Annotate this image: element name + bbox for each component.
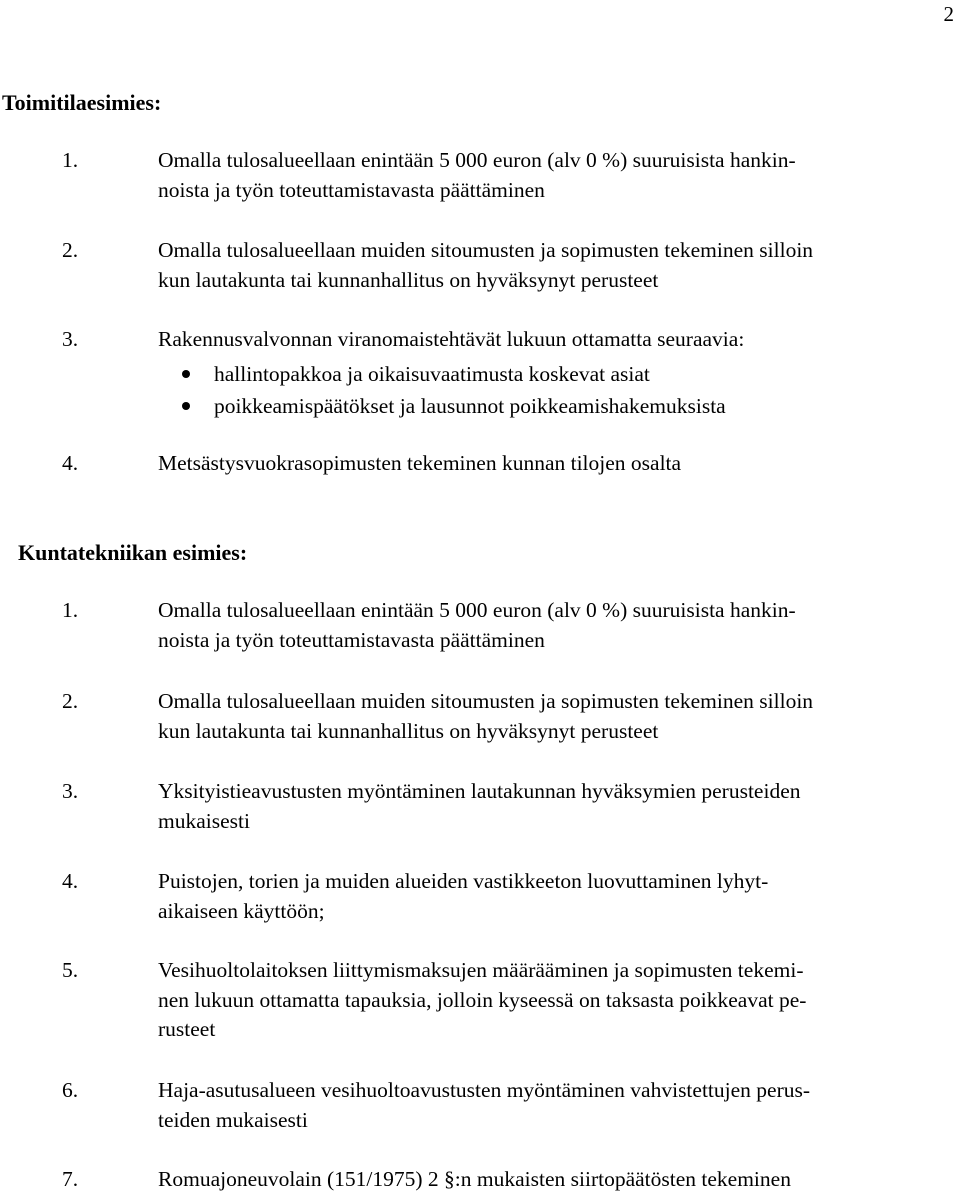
item-text [158, 449, 942, 479]
bullet-text: poikkeamispäätökset ja lausunnot poikkeamishakemuksista [214, 393, 726, 418]
item-text-line: teiden mukaisesti [158, 1107, 308, 1132]
item-text-line: kun lautakunta tai kunnanhallitus on hyväksynyt perusteet [158, 718, 659, 743]
item-text-line: noista ja työn toteuttamistavasta päättäminen [158, 177, 545, 202]
item-text-line: Yksityistieavustusten myöntäminen lautakunnan hyväksymien perusteiden [158, 779, 801, 803]
item-text-line: nen lukuun ottamatta tapauksia, jolloin kyseessä on taksasta poikkeavat pe- [158, 987, 807, 1012]
list-item [62, 1165, 942, 1195]
item-text [158, 1076, 942, 1135]
bullet-dot-icon [182, 402, 190, 410]
bullet-dot-icon [182, 370, 190, 378]
section-title-kuntatekniikan-esimies: Kuntatekniikan esimies: [18, 540, 248, 565]
item-text-line: rusteet [158, 1017, 216, 1041]
bullet-list [158, 358, 942, 422]
list-item [62, 956, 942, 1045]
item-text-line: Omalla tulosalueellaan muiden sitoumusten ja sopimusten tekeminen silloin [158, 689, 814, 713]
list-item [62, 867, 942, 926]
list-item [62, 236, 942, 295]
item-number: 1. [62, 148, 79, 172]
list-item [62, 1076, 942, 1135]
item-text-line: Omalla tulosalueellaan muiden sitoumusten ja sopimusten tekeminen silloin [158, 238, 814, 262]
item-text [158, 325, 942, 422]
item-text-line: Omalla tulosalueellaan enintään 5 000 euron (alv 0 %) suuruisista hankin- [158, 148, 796, 172]
list-item [62, 325, 942, 422]
item-text-line: mukaisesti [158, 808, 250, 833]
bullet-item [158, 390, 942, 422]
list-item [62, 146, 942, 205]
item-text-line: Puistojen, torien ja muiden alueiden vastikkeeton luovuttaminen lyhyt- [158, 869, 769, 893]
list-item [62, 687, 942, 746]
item-number: 5. [62, 958, 79, 982]
page-number: 2 [943, 2, 954, 26]
item-number: 4. [62, 869, 79, 893]
item-number: 3. [62, 327, 79, 351]
item-text-line: Romuajoneuvolain (151/1975) 2 §:n mukaisten siirtopäätösten tekeminen [158, 1167, 791, 1191]
item-number: 2. [62, 238, 79, 262]
list-item [62, 596, 942, 655]
item-text [158, 1165, 942, 1195]
item-number: 2. [62, 689, 79, 713]
item-text-line: Vesihuoltolaitoksen liittymismaksujen määrääminen ja sopimusten tekemi- [158, 958, 804, 982]
section-title-toimitilaesimies: Toimitilaesimies: [2, 90, 162, 115]
item-text-line: noista ja työn toteuttamistavasta päättäminen [158, 627, 545, 652]
item-text [158, 146, 942, 205]
item-number: 3. [62, 779, 79, 803]
item-text [158, 777, 942, 836]
item-number: 7. [62, 1167, 79, 1191]
bullet-text: hallintopakkoa ja oikaisuvaatimusta koskevat asiat [214, 361, 650, 386]
item-number: 4. [62, 451, 79, 475]
item-text-line: aikaiseen käyttöön; [158, 898, 325, 923]
item-text [158, 596, 942, 655]
item-number: 6. [62, 1078, 79, 1102]
item-text [158, 867, 942, 926]
item-number: 1. [62, 598, 79, 622]
item-text-line: Metsästysvuokrasopimusten tekeminen kunnan tilojen osalta [158, 451, 682, 475]
list-item [62, 777, 942, 836]
item-text-line: Rakennusvalvonnan viranomaistehtävät lukuun ottamatta seuraavia: [158, 327, 745, 351]
item-text [158, 687, 942, 746]
list-item [62, 449, 942, 479]
item-text [158, 956, 942, 1045]
item-text [158, 236, 942, 295]
bullet-item [158, 358, 942, 390]
item-text-line: Omalla tulosalueellaan enintään 5 000 euron (alv 0 %) suuruisista hankin- [158, 598, 796, 622]
item-text-line: kun lautakunta tai kunnanhallitus on hyväksynyt perusteet [158, 267, 659, 292]
item-text-line: Haja-asutusalueen vesihuoltoavustusten myöntäminen vahvistettujen perus- [158, 1078, 811, 1102]
